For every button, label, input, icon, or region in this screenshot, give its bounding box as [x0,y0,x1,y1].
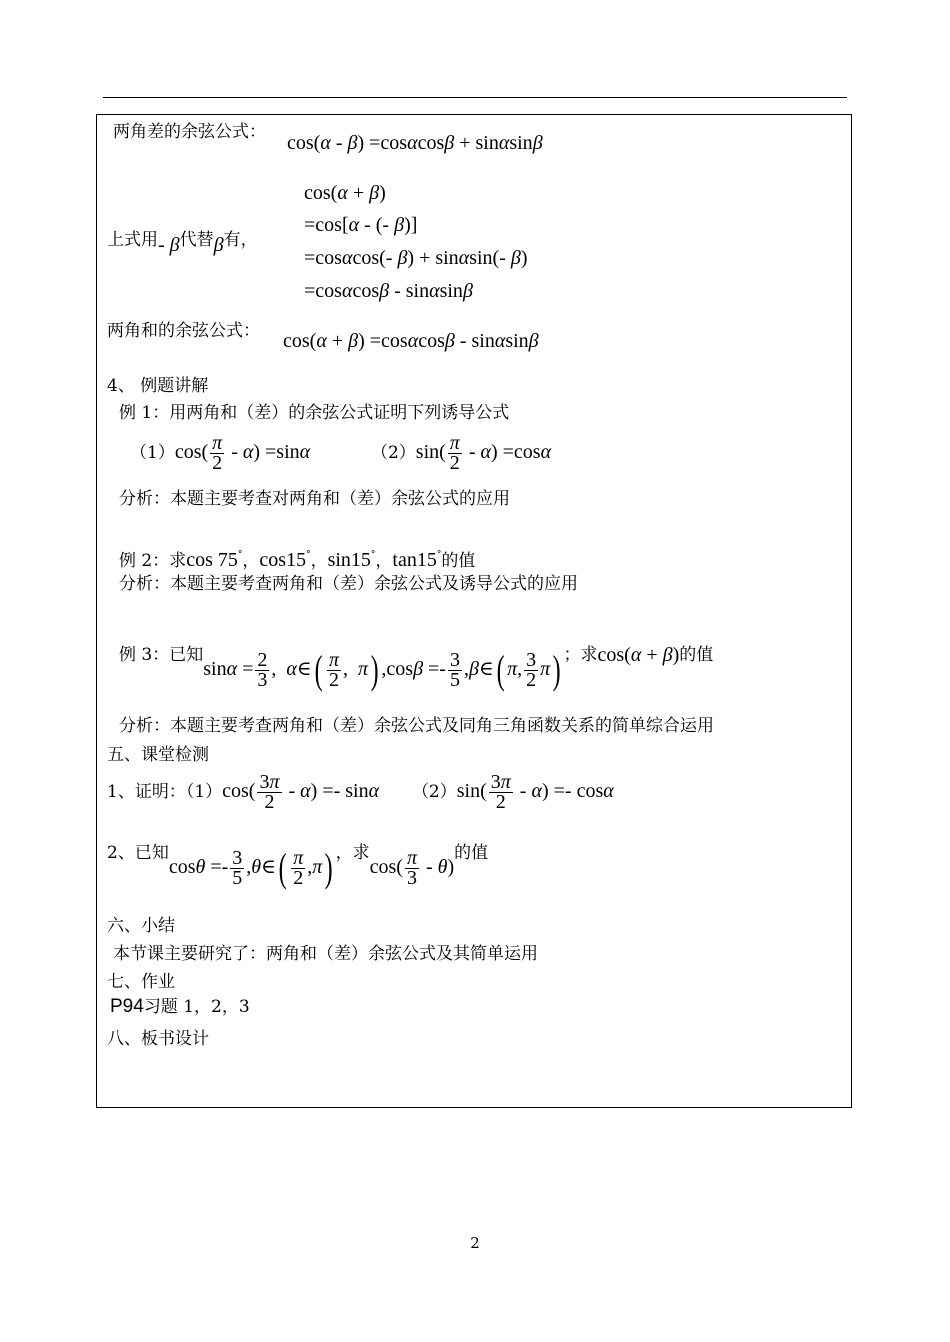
analysis-1: 分析：本题主要考查对两角和（差）余弦公式的应用 [119,489,510,509]
example-1-items: （1）cos( $\frac{\pi}{2}$ - α) =sinα （2）sin( $\frac{\pi}{2}$ - α) =cosα [130,432,552,474]
example-3-text: 例 3：已知sinα = $\frac{2}{3}$ , α∈( $\frac{\pi}{2}$ , π) ,cosβ =- $\frac{3}{5}$ ,β∈( π, $\frac{3}{2}$ π) ；求cos(α + β)的值 [119,644,714,693]
section-5-heading: 五、课堂检测 [107,745,209,765]
derivation-line-1: cos(α + β) [304,182,386,204]
question-2: 2、已知cosθ =- $\frac{3}{5}$ ,θ∈( $\frac{\pi}{2}$ ,π) ，求cos( $\frac{\pi}{3}$ - θ)的值 [107,843,489,891]
analysis-3: 分析：本题主要考查两角和（差）余弦公式及同角三角函数关系的简单综合运用 [119,716,714,736]
diff-formula-label: 两角差的余弦公式： [113,122,266,142]
summary-text: 本节课主要研究了：两角和（差）余弦公式及其简单运用 [113,944,538,964]
diff-formula: cos(α - β) =cosαcosβ + sinαsinβ [287,132,543,154]
page-number: 2 [470,1234,480,1252]
homework-text: P94习题 1，2，3 [110,996,250,1017]
example-2-text: 例 2：求cos 75°，cos15°，sin15°，tan15°的值 [119,549,476,571]
question-1: 1、证明：（1）cos( $\frac{3\pi}{2}$ - α) =- sinα （2）sin( $\frac{3\pi}{2}$ - α) =- cosα [107,771,614,813]
substitution-text: 上式用- β代替β有， [107,230,258,256]
sum-formula: cos(α + β) =cosαcosβ - sinαsinβ [283,330,539,352]
section-6-heading: 六、小结 [107,916,175,936]
derivation-line-4: =cosαcosβ - sinαsinβ [304,280,473,302]
example-1-text: 例 1：用两角和（差）的余弦公式证明下列诱导公式 [119,403,510,423]
analysis-2: 分析：本题主要考查两角和（差）余弦公式及诱导公式的应用 [119,574,578,594]
sum-formula-label: 两角和的余弦公式： [107,321,260,341]
header-rule [103,97,847,98]
section-8-heading: 八、板书设计 [107,1029,209,1049]
section-7-heading: 七、作业 [107,972,175,992]
derivation-line-3: =cosαcos(- β) + sinαsin(- β) [304,247,528,269]
section-4-heading: 4、 例题讲解 [107,376,209,396]
derivation-line-2: =cos[α - (- β)] [304,214,418,236]
